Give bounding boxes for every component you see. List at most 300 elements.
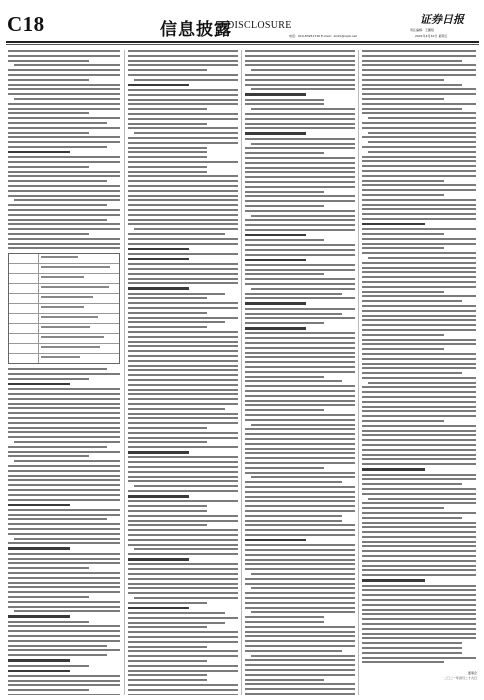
text-line	[134, 228, 238, 230]
text-line	[14, 460, 120, 462]
text-line	[362, 267, 476, 269]
text-line	[362, 367, 476, 369]
text-line	[134, 597, 238, 599]
text-line	[245, 544, 355, 546]
paragraph-heading	[8, 670, 70, 673]
text-line	[362, 474, 476, 476]
text-line	[128, 355, 238, 357]
text-line	[8, 572, 120, 574]
text-line	[245, 352, 355, 354]
text-line	[8, 378, 89, 380]
text-line	[362, 84, 462, 86]
text-line	[362, 410, 476, 412]
paragraph-heading	[362, 579, 425, 582]
text-line	[8, 175, 120, 177]
text-line	[362, 156, 476, 158]
paragraph-heading	[8, 504, 70, 507]
text-line	[128, 190, 238, 192]
text-line	[362, 483, 462, 485]
text-line	[362, 415, 476, 417]
text-line	[245, 293, 342, 295]
text-line	[128, 214, 238, 216]
text-line	[128, 209, 238, 211]
text-line	[128, 446, 238, 448]
table-row	[9, 274, 119, 284]
text-line	[8, 689, 89, 691]
text-line	[368, 382, 476, 384]
text-line	[245, 520, 342, 522]
text-line	[368, 257, 476, 259]
table-row	[9, 354, 119, 363]
text-line	[128, 297, 207, 299]
text-line	[8, 204, 107, 206]
section-title-english: DISCLOSURE	[227, 20, 292, 31]
text-line	[245, 452, 355, 454]
text-line	[128, 398, 238, 400]
text-line	[245, 317, 355, 319]
paragraph-heading	[128, 258, 189, 261]
text-line	[245, 448, 355, 450]
text-line	[128, 650, 238, 652]
text-line	[8, 132, 89, 134]
text-line	[128, 223, 238, 225]
text-line	[362, 565, 476, 567]
text-line	[8, 567, 89, 569]
text-line	[8, 368, 107, 370]
text-line	[245, 640, 355, 642]
text-line	[245, 534, 355, 536]
paragraph-heading	[128, 558, 189, 561]
text-line	[8, 654, 107, 656]
text-line	[245, 249, 355, 251]
text-line	[128, 331, 238, 333]
table-row	[9, 294, 119, 304]
text-line	[245, 186, 355, 188]
text-line	[362, 243, 476, 245]
text-line	[128, 636, 238, 638]
text-line	[128, 268, 238, 270]
text-line	[251, 108, 355, 110]
text-line	[128, 64, 238, 66]
text-line	[128, 665, 238, 667]
text-line	[245, 50, 355, 52]
text-line	[8, 247, 120, 249]
text-line	[128, 302, 238, 304]
text-line	[245, 433, 355, 435]
text-line	[8, 219, 107, 221]
text-line	[128, 379, 238, 381]
text-line	[362, 170, 476, 172]
paragraph-heading	[8, 151, 70, 154]
text-line	[8, 223, 120, 225]
text-line	[245, 616, 324, 618]
table-row	[9, 314, 119, 324]
text-line	[128, 94, 238, 96]
signature-line-date: 二〇二一年四月二十九日	[443, 676, 477, 680]
text-line	[362, 604, 476, 606]
text-line	[8, 93, 120, 95]
text-line	[362, 247, 444, 249]
text-line	[362, 434, 476, 436]
text-line	[245, 167, 355, 169]
text-line	[8, 596, 89, 598]
text-line	[128, 317, 238, 319]
text-line	[8, 640, 120, 642]
text-line	[245, 621, 324, 623]
text-line	[8, 398, 120, 400]
text-line	[14, 610, 120, 612]
text-line	[362, 194, 444, 196]
text-line	[245, 181, 355, 183]
text-line	[245, 376, 324, 378]
text-line	[14, 538, 120, 540]
paragraph-heading	[128, 248, 189, 251]
text-line	[245, 592, 355, 594]
text-line	[128, 563, 238, 565]
text-line	[362, 652, 462, 654]
text-line	[245, 428, 355, 430]
text-line	[362, 218, 476, 220]
text-line	[128, 204, 238, 206]
table-cell	[39, 354, 119, 363]
text-line	[128, 524, 207, 526]
table-cell	[39, 314, 119, 323]
text-line	[362, 136, 476, 138]
text-line	[245, 390, 355, 392]
text-line	[128, 592, 238, 594]
table-cell	[9, 334, 39, 343]
text-line	[8, 582, 120, 584]
text-line	[245, 356, 355, 358]
text-line	[8, 214, 120, 216]
text-line	[8, 141, 120, 143]
text-line	[128, 113, 238, 115]
text-line	[362, 512, 476, 514]
text-line	[245, 693, 355, 695]
text-line	[251, 69, 355, 71]
text-line	[128, 622, 225, 624]
paragraph-heading	[362, 223, 425, 226]
text-line	[128, 602, 207, 604]
text-line	[245, 524, 355, 526]
text-line	[8, 122, 107, 124]
text-line	[362, 545, 476, 547]
text-line	[245, 210, 355, 212]
text-line	[8, 407, 120, 409]
text-line	[245, 568, 355, 570]
text-line	[362, 377, 476, 379]
text-line	[245, 127, 355, 129]
text-line	[14, 199, 120, 201]
text-line	[251, 88, 355, 90]
text-line	[362, 60, 462, 62]
table-cell	[9, 274, 39, 283]
text-line	[245, 395, 355, 397]
text-line	[8, 55, 120, 57]
text-line	[245, 679, 324, 681]
text-line	[362, 454, 476, 456]
text-line	[362, 74, 476, 76]
text-line	[8, 388, 120, 390]
text-line	[362, 401, 476, 403]
text-line	[8, 621, 89, 623]
text-line	[8, 533, 120, 535]
text-line	[8, 112, 89, 114]
text-line	[128, 534, 238, 536]
text-line	[8, 528, 120, 530]
text-line	[8, 88, 120, 90]
text-line	[245, 84, 355, 86]
text-line	[362, 391, 476, 393]
table-cell	[39, 334, 119, 343]
text-line	[245, 244, 355, 246]
text-line	[245, 147, 355, 149]
text-line	[362, 276, 476, 278]
text-line	[245, 74, 355, 76]
paragraph-heading	[128, 451, 189, 454]
text-line	[14, 441, 120, 443]
text-line	[245, 152, 324, 154]
text-line	[245, 205, 324, 207]
text-line	[362, 127, 476, 129]
text-line	[8, 233, 89, 235]
text-line	[8, 470, 120, 472]
text-line	[362, 526, 476, 528]
text-line	[362, 430, 476, 432]
paragraph-heading	[245, 539, 306, 542]
text-line	[245, 669, 355, 671]
text-line	[8, 680, 120, 682]
text-line	[8, 553, 120, 555]
paragraph-heading	[245, 302, 306, 305]
text-line	[245, 308, 355, 310]
text-line	[245, 224, 355, 226]
text-line	[128, 103, 238, 105]
text-line	[362, 569, 476, 571]
text-line	[128, 631, 238, 633]
paragraph-heading	[128, 84, 189, 87]
text-line	[128, 587, 238, 589]
text-line	[128, 670, 238, 672]
text-line	[128, 578, 238, 580]
text-line	[134, 79, 238, 81]
text-line	[251, 424, 355, 426]
text-line	[128, 660, 207, 662]
text-line	[128, 161, 238, 163]
text-line	[245, 515, 342, 517]
text-line	[245, 554, 355, 556]
text-line	[362, 208, 476, 210]
text-line	[362, 112, 476, 114]
text-line	[362, 555, 476, 557]
paragraph-heading	[8, 615, 70, 618]
text-line	[128, 137, 238, 139]
table-cell	[9, 264, 39, 273]
text-line	[128, 617, 238, 619]
text-line	[128, 55, 238, 57]
text-line	[362, 122, 476, 124]
text-line	[245, 99, 324, 101]
text-line	[128, 515, 238, 517]
text-line	[245, 510, 355, 512]
paragraph-heading	[128, 495, 189, 498]
text-line	[362, 262, 476, 264]
text-line	[368, 117, 476, 119]
text-line	[245, 457, 355, 459]
text-line	[245, 664, 355, 666]
text-line	[362, 64, 476, 66]
table-cell	[9, 324, 39, 333]
text-line	[362, 165, 476, 167]
text-line	[245, 563, 355, 565]
text-line	[8, 446, 107, 448]
text-line	[245, 103, 324, 105]
text-line	[245, 162, 355, 164]
text-line	[362, 88, 476, 90]
text-line	[128, 689, 238, 691]
text-line	[362, 396, 476, 398]
table-cell	[39, 264, 119, 273]
text-line	[128, 307, 238, 309]
text-line	[362, 647, 462, 649]
text-line	[362, 493, 476, 495]
text-line	[8, 479, 120, 481]
header-rule-thin	[6, 44, 479, 45]
text-line	[8, 171, 120, 173]
text-line	[128, 553, 238, 555]
text-line	[128, 238, 238, 240]
text-line	[362, 291, 444, 293]
text-line	[362, 449, 476, 451]
section-title: 信息披露	[160, 20, 232, 40]
text-line	[128, 520, 238, 522]
text-line	[8, 635, 120, 637]
text-line	[362, 69, 476, 71]
table-cell	[39, 324, 119, 333]
text-line	[362, 189, 476, 191]
text-line	[362, 353, 476, 355]
text-line	[128, 389, 238, 391]
text-line	[128, 60, 238, 62]
text-line	[245, 597, 355, 599]
text-line	[251, 288, 355, 290]
table-row	[9, 304, 119, 314]
text-line	[128, 374, 238, 376]
text-line	[8, 601, 120, 603]
text-line	[245, 176, 355, 178]
publication-date: 2021年4月30日 星期五	[415, 34, 448, 38]
text-line	[128, 490, 238, 492]
text-line	[245, 113, 355, 115]
text-line	[8, 625, 120, 627]
text-line	[128, 219, 238, 221]
text-line	[362, 334, 444, 336]
text-line	[128, 476, 238, 478]
text-line	[128, 156, 207, 158]
text-line	[128, 480, 238, 482]
text-line	[8, 465, 120, 467]
text-line	[245, 191, 324, 193]
text-line	[8, 146, 107, 148]
text-line	[8, 238, 120, 240]
text-line	[134, 132, 238, 134]
text-line	[251, 215, 355, 217]
text-line	[245, 472, 355, 474]
table-row	[9, 324, 119, 334]
text-line	[245, 157, 355, 159]
text-line	[128, 626, 207, 628]
text-line	[245, 219, 355, 221]
text-line	[8, 451, 120, 453]
text-line	[128, 365, 238, 367]
text-line	[362, 594, 476, 596]
text-line	[128, 500, 238, 502]
table-row	[9, 334, 119, 344]
text-line	[128, 151, 207, 153]
text-line	[362, 458, 476, 460]
text-line	[128, 263, 238, 265]
text-line	[245, 631, 355, 633]
text-line	[8, 84, 120, 86]
text-line	[245, 650, 342, 652]
text-line	[8, 108, 120, 110]
text-line	[128, 422, 238, 424]
paragraph-heading	[128, 287, 189, 290]
text-line	[128, 243, 238, 245]
text-line	[128, 437, 238, 439]
text-line	[8, 136, 120, 138]
text-line	[362, 55, 476, 57]
text-line	[8, 665, 89, 667]
text-line	[368, 141, 476, 143]
text-line	[8, 577, 120, 579]
text-line	[128, 641, 238, 643]
text-line	[8, 243, 120, 245]
text-line	[128, 273, 238, 275]
text-line	[362, 180, 444, 182]
text-line	[128, 341, 238, 343]
table-cell	[39, 284, 119, 293]
table-cell	[9, 344, 39, 353]
text-line	[362, 637, 476, 639]
text-line	[362, 488, 476, 490]
paragraph-heading	[362, 468, 425, 471]
text-line	[128, 646, 207, 648]
column-divider	[358, 50, 359, 695]
text-line	[128, 171, 207, 173]
text-line	[251, 587, 355, 589]
text-line	[362, 372, 462, 374]
table-cell	[9, 294, 39, 303]
text-line	[245, 361, 355, 363]
text-line	[245, 118, 355, 120]
text-line	[362, 536, 476, 538]
text-line	[128, 432, 238, 434]
table-cell	[9, 304, 39, 313]
text-line	[8, 74, 120, 76]
text-line	[362, 463, 476, 465]
text-line	[128, 471, 238, 473]
text-line	[8, 166, 89, 168]
text-line	[8, 484, 120, 486]
text-line	[8, 649, 120, 651]
text-line	[8, 417, 120, 419]
text-line	[245, 414, 355, 416]
contact-info: 电话：010-83251716 E-mail：zmzx@zqrb.net	[289, 34, 357, 38]
text-line	[245, 366, 355, 368]
text-line	[128, 612, 225, 614]
table-cell	[9, 254, 39, 263]
